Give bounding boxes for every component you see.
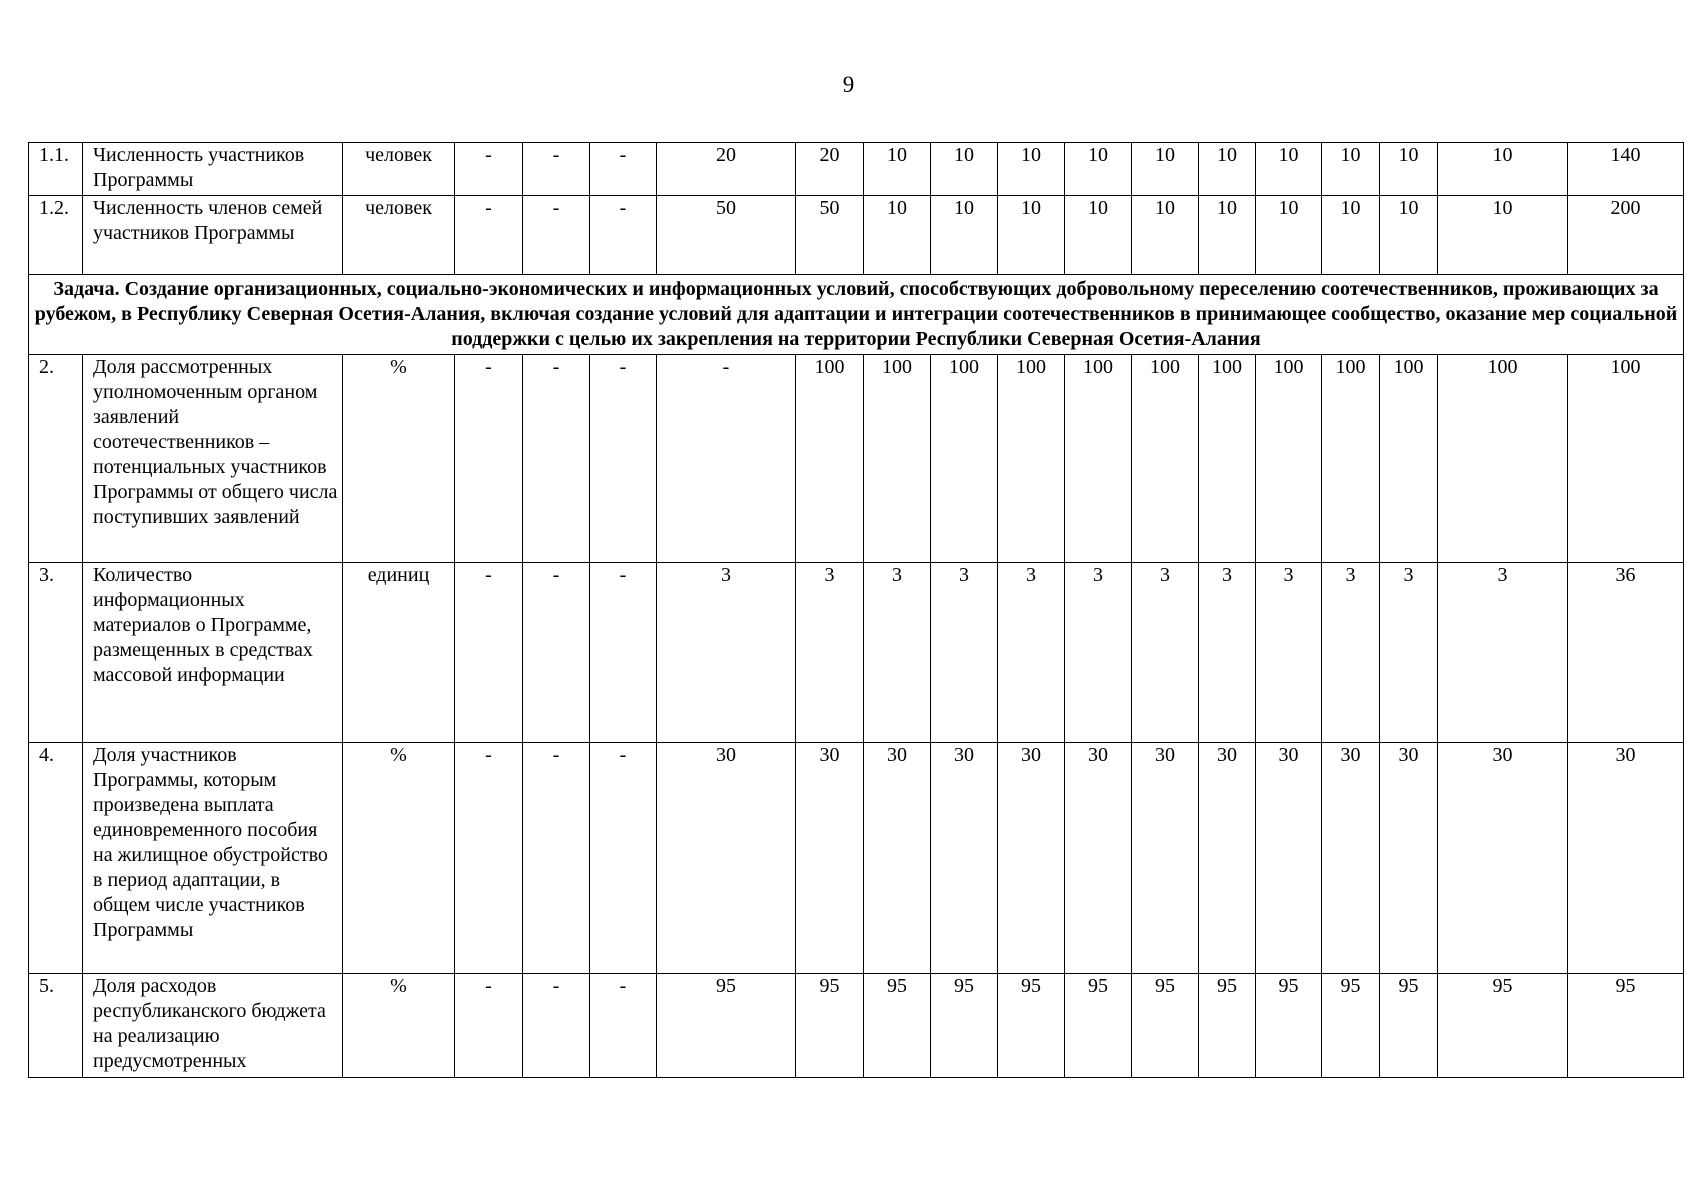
value-cell: 3 xyxy=(1380,563,1438,743)
indicator-name: Количество информационных материалов о Программе, размещенных в средствах массовой информации xyxy=(83,563,343,743)
value-cell: 100 xyxy=(864,355,931,563)
value-cell: - xyxy=(523,974,590,1078)
value-cell: 30 xyxy=(1256,743,1322,974)
value-cell: 95 xyxy=(1256,974,1322,1078)
value-cell: 3 xyxy=(1438,563,1568,743)
value-cell: 3 xyxy=(657,563,796,743)
value-cell: 30 xyxy=(1199,743,1256,974)
value-cell: 10 xyxy=(1065,143,1132,196)
value-cell: 10 xyxy=(1438,143,1568,196)
value-cell: 3 xyxy=(796,563,864,743)
task-row xyxy=(29,275,1684,355)
unit-cell: % xyxy=(343,974,455,1078)
value-cell: 95 xyxy=(1199,974,1256,1078)
row-number: 2. xyxy=(29,355,83,563)
value-cell: 30 xyxy=(998,743,1065,974)
value-cell: 30 xyxy=(796,743,864,974)
value-cell: - xyxy=(455,355,523,563)
value-cell: 100 xyxy=(796,355,864,563)
value-cell: 100 xyxy=(1132,355,1199,563)
value-cell: - xyxy=(523,743,590,974)
value-cell: 20 xyxy=(796,143,864,196)
value-cell: - xyxy=(523,355,590,563)
value-cell: 30 xyxy=(1065,743,1132,974)
value-cell: 95 xyxy=(1065,974,1132,1078)
value-cell: 100 xyxy=(1380,355,1438,563)
value-cell: 20 xyxy=(657,143,796,196)
value-cell: 10 xyxy=(1132,143,1199,196)
value-cell: 100 xyxy=(1438,355,1568,563)
value-cell: 30 xyxy=(931,743,998,974)
unit-cell: единиц xyxy=(343,563,455,743)
table-row xyxy=(29,143,1684,196)
value-cell: 95 xyxy=(1132,974,1199,1078)
value-cell: - xyxy=(657,355,796,563)
value-cell: 10 xyxy=(1065,196,1132,275)
indicator-name: Численность участников Программы xyxy=(83,143,343,196)
value-cell: 100 xyxy=(1568,355,1684,563)
value-cell: 140 xyxy=(1568,143,1684,196)
value-cell: 95 xyxy=(1568,974,1684,1078)
task-heading: Задача. Создание организационных, социально-экономических и информационных условий, способствующих добровольному переселению соотечественников, проживающих за рубежом, в Республику Северная Осетия-Алания, включая создание условий для адаптации и интеграции соотечественников в принимающее сообщество, оказание мер социальной поддержки с целью их закрепления на территории Республики Северная Осетия-Алания xyxy=(29,275,1684,355)
table-row xyxy=(29,196,1684,275)
value-cell: 10 xyxy=(864,143,931,196)
row-number: 1.2. xyxy=(29,196,83,275)
row-number: 1.1. xyxy=(29,143,83,196)
value-cell: 10 xyxy=(1322,143,1380,196)
value-cell: - xyxy=(455,196,523,275)
value-cell: 95 xyxy=(931,974,998,1078)
table-row xyxy=(29,743,1684,974)
value-cell: 3 xyxy=(1322,563,1380,743)
value-cell: 30 xyxy=(1132,743,1199,974)
value-cell: 95 xyxy=(1438,974,1568,1078)
row-number: 4. xyxy=(29,743,83,974)
value-cell: 10 xyxy=(1132,196,1199,275)
value-cell: 95 xyxy=(864,974,931,1078)
value-cell: 10 xyxy=(998,196,1065,275)
value-cell: 100 xyxy=(998,355,1065,563)
indicator-name: Доля расходов республиканского бюджета на реализацию предусмотренных xyxy=(83,974,343,1078)
value-cell: 10 xyxy=(864,196,931,275)
value-cell: 10 xyxy=(931,143,998,196)
value-cell: 10 xyxy=(1438,196,1568,275)
value-cell: 50 xyxy=(657,196,796,275)
unit-cell: % xyxy=(343,743,455,974)
indicator-name: Доля участников Программы, которым произведена выплата единовременного пособия на жилищное обустройство в период адаптации, в общем числе участников Программы xyxy=(83,743,343,974)
value-cell: - xyxy=(523,196,590,275)
value-cell: 10 xyxy=(1256,143,1322,196)
value-cell: - xyxy=(590,974,657,1078)
value-cell: 100 xyxy=(1199,355,1256,563)
unit-cell: человек xyxy=(343,196,455,275)
page-number: 9 xyxy=(842,72,855,97)
value-cell: 95 xyxy=(998,974,1065,1078)
value-cell: 95 xyxy=(1322,974,1380,1078)
value-cell: 10 xyxy=(1380,143,1438,196)
value-cell: - xyxy=(590,143,657,196)
unit-cell: % xyxy=(343,355,455,563)
value-cell: - xyxy=(590,563,657,743)
value-cell: 100 xyxy=(1256,355,1322,563)
value-cell: 100 xyxy=(1322,355,1380,563)
value-cell: 100 xyxy=(931,355,998,563)
value-cell: 3 xyxy=(998,563,1065,743)
value-cell: - xyxy=(455,743,523,974)
value-cell: 10 xyxy=(998,143,1065,196)
value-cell: 30 xyxy=(864,743,931,974)
value-cell: 30 xyxy=(1322,743,1380,974)
value-cell: 30 xyxy=(657,743,796,974)
row-number: 3. xyxy=(29,563,83,743)
value-cell: 10 xyxy=(1199,196,1256,275)
value-cell: 10 xyxy=(931,196,998,275)
indicators-table xyxy=(28,142,1684,1078)
value-cell: 3 xyxy=(1065,563,1132,743)
value-cell: 30 xyxy=(1380,743,1438,974)
row-number: 5. xyxy=(29,974,83,1078)
table-row xyxy=(29,563,1684,743)
value-cell: - xyxy=(523,143,590,196)
unit-cell: человек xyxy=(343,143,455,196)
value-cell: 200 xyxy=(1568,196,1684,275)
indicator-name: Численность членов семей участников Программы xyxy=(83,196,343,275)
value-cell: 36 xyxy=(1568,563,1684,743)
value-cell: 30 xyxy=(1568,743,1684,974)
table-row xyxy=(29,355,1684,563)
value-cell: - xyxy=(455,563,523,743)
value-cell: 100 xyxy=(1065,355,1132,563)
value-cell: 3 xyxy=(1199,563,1256,743)
value-cell: 3 xyxy=(1132,563,1199,743)
value-cell: 10 xyxy=(1322,196,1380,275)
value-cell: 10 xyxy=(1199,143,1256,196)
value-cell: 95 xyxy=(796,974,864,1078)
value-cell: - xyxy=(455,143,523,196)
value-cell: 30 xyxy=(1438,743,1568,974)
value-cell: 10 xyxy=(1380,196,1438,275)
value-cell: - xyxy=(590,355,657,563)
value-cell: 95 xyxy=(1380,974,1438,1078)
value-cell: 95 xyxy=(657,974,796,1078)
value-cell: - xyxy=(455,974,523,1078)
value-cell: 3 xyxy=(931,563,998,743)
value-cell: 3 xyxy=(1256,563,1322,743)
value-cell: 3 xyxy=(864,563,931,743)
value-cell: - xyxy=(590,743,657,974)
value-cell: 50 xyxy=(796,196,864,275)
table-row xyxy=(29,974,1684,1078)
value-cell: - xyxy=(523,563,590,743)
indicator-name: Доля рассмотренных уполномоченным органом заявлений соотечественников – потенциальных участников Программы от общего числа поступивших заявлений xyxy=(83,355,343,563)
value-cell: - xyxy=(590,196,657,275)
value-cell: 10 xyxy=(1256,196,1322,275)
